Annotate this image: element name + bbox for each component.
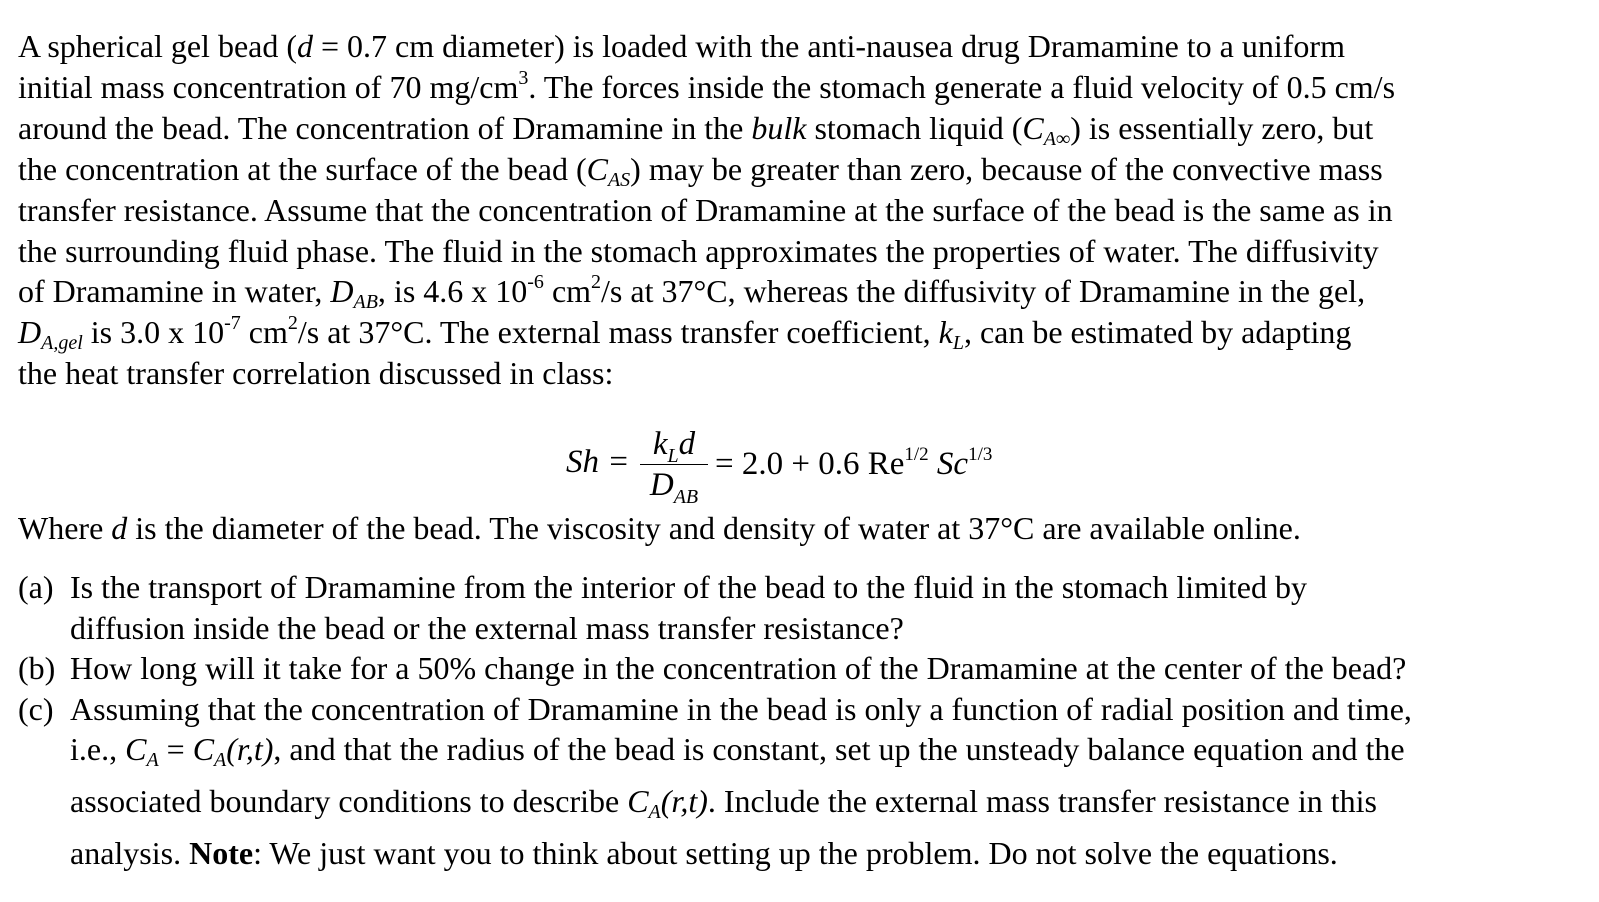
intro-line-6: the surrounding fluid phase. The fluid in the stomach approximates the properties of water. The diffusivity: [18, 232, 1379, 269]
problem-statement: [18, 26, 1588, 871]
superscript: -6: [527, 271, 544, 294]
question-b: [18, 648, 1588, 689]
subscript: L: [667, 445, 679, 467]
symbol-D: D: [18, 314, 42, 351]
question-line: Assuming that the concentration of Dramamine in the bead is only a function of radial position and time,: [70, 690, 1412, 727]
symbol-d: d: [111, 510, 128, 546]
intro-paragraph: [18, 26, 1588, 394]
question-label: (b): [18, 650, 56, 687]
superscript: 3: [518, 66, 529, 89]
symbol-C: C: [586, 150, 608, 187]
text: = 0.7 cm diameter) is loaded with the anti-nausea drug Dramamine to a uniform: [313, 28, 1345, 64]
intro-line-3: [18, 108, 1588, 149]
text: : We just want you to think about setting up the problem. Do not solve the equations.: [253, 834, 1338, 871]
question-c: [18, 689, 1588, 873]
symbol-rt: (r,t): [226, 731, 274, 768]
text: ) may be greater than zero, because of the convective mass: [630, 150, 1383, 187]
text: , and that the radius of the bead is constant, set up the unsteady balance equation and the: [273, 731, 1405, 768]
question-label: (a): [18, 569, 54, 605]
superscript: 1/2: [904, 444, 929, 465]
text: /s at 37°C, whereas the diffusivity of Dramamine in the gel,: [601, 273, 1366, 310]
question-a: [18, 567, 1588, 648]
text: ) is essentially zero, but: [1070, 109, 1374, 146]
equation-lhs: Sh =: [566, 444, 630, 480]
subscript: AB: [353, 291, 378, 314]
symbol-d: d: [297, 28, 313, 64]
subscript: A: [214, 749, 227, 772]
text: associated boundary conditions to describe: [70, 782, 628, 819]
symbol-k: k: [938, 314, 953, 351]
text: , can be estimated by adapting: [963, 314, 1352, 351]
emphasis-bulk: bulk: [751, 109, 807, 146]
intro-line-9: the heat transfer correlation discussed in class:: [18, 355, 614, 392]
text: around the bead. The concentration of Dramamine in the: [18, 109, 752, 146]
text: = 2.0 + 0.6 Re: [715, 446, 905, 482]
note-label: Note: [189, 834, 254, 871]
intro-line-4: [18, 149, 1588, 190]
symbol-D: D: [649, 467, 674, 503]
question-line: How long will it take for a 50% change in the concentration of the Dramamine at the center of the bead?: [70, 650, 1407, 687]
intro-line-5: transfer resistance. Assume that the concentration of Dramamine at the surface of the bead is the same as in: [18, 191, 1393, 228]
question-line: [70, 729, 1588, 781]
symbol-C: C: [627, 782, 649, 819]
question-line: [70, 833, 1588, 874]
symbol-rt: (r,t): [660, 782, 708, 819]
question-line: diffusion inside the bead or the external mass transfer resistance?: [70, 609, 904, 646]
subscript: A: [648, 800, 661, 823]
question-line: Is the transport of Dramamine from the interior of the bead to the fluid in the stomach limited by: [70, 569, 1307, 605]
text: , is 4.6 x 10: [377, 273, 528, 310]
subscript: A: [146, 749, 159, 772]
text: of Dramamine in water,: [18, 273, 331, 310]
subscript: AS: [607, 168, 631, 191]
text: cm: [543, 273, 592, 310]
equation-rhs: [715, 444, 992, 483]
text: . The forces inside the stomach generate a fluid velocity of 0.5 cm/s: [528, 68, 1396, 105]
text: . Include the external mass transfer resistance in this: [707, 782, 1377, 819]
text: stomach liquid (: [806, 109, 1023, 146]
question-line: [70, 781, 1588, 833]
symbol-D: D: [330, 273, 354, 310]
symbol-d: d: [678, 426, 696, 462]
superscript: 1/3: [968, 444, 993, 465]
text: Where: [18, 510, 112, 546]
symbol-Sc: Sc: [928, 446, 969, 482]
intro-line-1: [18, 26, 1588, 67]
text: A spherical gel bead (: [18, 28, 297, 64]
where-sentence: [18, 508, 1301, 548]
symbol-C: C: [192, 731, 215, 768]
subscript: A,gel: [41, 332, 83, 355]
text: /s at 37°C. The external mass transfer coefficient,: [297, 314, 939, 351]
text: is the diameter of the bead. The viscosity and density of water at 37°C are available online.: [127, 510, 1301, 546]
superscript: 2: [591, 271, 602, 294]
superscript: 2: [287, 312, 298, 335]
fraction-denominator: [638, 465, 710, 508]
equation-fraction: [638, 424, 710, 508]
intro-line-8: [18, 312, 1588, 353]
subscript: L: [952, 332, 964, 355]
question-list: [18, 567, 1588, 873]
question-label: (c): [18, 690, 54, 727]
subscript: A∞: [1043, 127, 1071, 150]
text: is 3.0 x 10: [82, 314, 225, 351]
subscript: AB: [673, 486, 699, 508]
text: =: [158, 731, 193, 768]
text: initial mass concentration of 70 mg/cm: [18, 68, 519, 105]
intro-line-2: [18, 67, 1588, 108]
superscript: -7: [224, 312, 241, 335]
text: i.e.,: [70, 731, 126, 768]
intro-line-7: [18, 271, 1588, 312]
symbol-C: C: [125, 731, 147, 768]
fraction-numerator: [638, 424, 710, 467]
symbol-C: C: [1022, 109, 1044, 146]
text: cm: [240, 314, 288, 351]
text: the concentration at the surface of the bead (: [18, 150, 587, 187]
symbol-k: k: [652, 426, 668, 462]
text: analysis.: [70, 834, 190, 871]
